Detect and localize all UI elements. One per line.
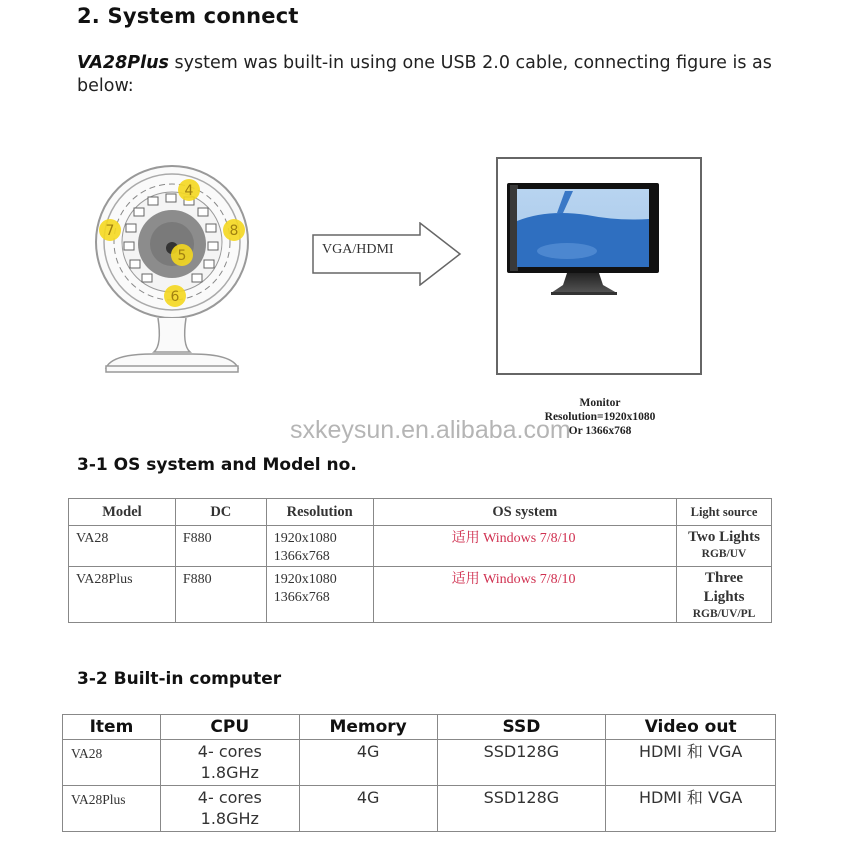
arrow-label: VGA/HDMI — [322, 242, 394, 257]
intro-text: system was built-in using one USB 2.0 cable, connecting figure is as below: — [77, 53, 772, 96]
header-model: Model — [69, 499, 176, 526]
header-video-out: Video out — [606, 715, 776, 740]
header-light-source: Light source — [677, 499, 772, 526]
cell-light-source: Two Lights RGB/UV — [677, 526, 772, 567]
table-header-row — [69, 499, 772, 526]
table-row — [69, 526, 772, 567]
table-row — [63, 786, 776, 832]
cell-memory: 4G — [299, 740, 437, 786]
svg-text:7: 7 — [105, 223, 115, 239]
os-section-title: 3-1 OS system and Model no. — [77, 455, 357, 475]
cell-cpu: 4- cores 1.8GHz — [160, 786, 299, 832]
cell-ssd: SSD128G — [437, 786, 606, 832]
cell-item: VA28Plus — [63, 786, 161, 832]
cell-os-system: 适用 Windows 7/8/10 — [373, 567, 676, 623]
monitor-caption-alt-resolution: Or 1366x768 — [568, 425, 632, 437]
svg-text:8: 8 — [229, 223, 239, 239]
header-os-system: OS system — [373, 499, 676, 526]
header-cpu: CPU — [160, 715, 299, 740]
cell-ssd: SSD128G — [437, 740, 606, 786]
cell-cpu: 4- cores 1.8GHz — [160, 740, 299, 786]
cell-light-source: Three Lights RGB/UV/PL — [677, 567, 772, 623]
cell-video-out: HDMI 和 VGA — [606, 786, 776, 832]
watermark: sxkeysun.en.alibaba.com — [290, 416, 571, 444]
cell-dc: F880 — [175, 526, 266, 567]
header-memory: Memory — [299, 715, 437, 740]
computer-section-title: 3-2 Built-in computer — [77, 669, 282, 689]
cell-model: VA28Plus — [69, 567, 176, 623]
cell-model: VA28 — [69, 526, 176, 567]
svg-text:5: 5 — [177, 248, 187, 264]
cell-resolution: 1920x1080 1366x768 — [266, 567, 373, 623]
header-resolution: Resolution — [266, 499, 373, 526]
cell-os-system: 适用 Windows 7/8/10 — [373, 526, 676, 567]
monitor-caption-resolution: Resolution=1920x1080 — [544, 411, 656, 423]
os-model-table — [68, 498, 772, 623]
cell-memory: 4G — [299, 786, 437, 832]
intro-paragraph — [77, 52, 797, 98]
cell-video-out: HDMI 和 VGA — [606, 740, 776, 786]
cell-item: VA28 — [63, 740, 161, 786]
cell-resolution: 1920x1080 1366x768 — [266, 526, 373, 567]
svg-text:4: 4 — [184, 183, 194, 199]
header-ssd: SSD — [437, 715, 606, 740]
table-row — [63, 740, 776, 786]
header-dc: DC — [175, 499, 266, 526]
table-header-row — [63, 715, 776, 740]
table-row — [69, 567, 772, 623]
monitor-caption-title: Monitor — [579, 397, 621, 409]
section-title: 2. System connect — [77, 4, 299, 28]
svg-text:6: 6 — [170, 289, 180, 305]
built-in-computer-table — [62, 714, 776, 832]
camera-device-illustration — [92, 160, 252, 378]
product-name: VA28Plus — [77, 53, 169, 73]
monitor-icon — [507, 181, 662, 301]
cell-dc: F880 — [175, 567, 266, 623]
header-item: Item — [63, 715, 161, 740]
